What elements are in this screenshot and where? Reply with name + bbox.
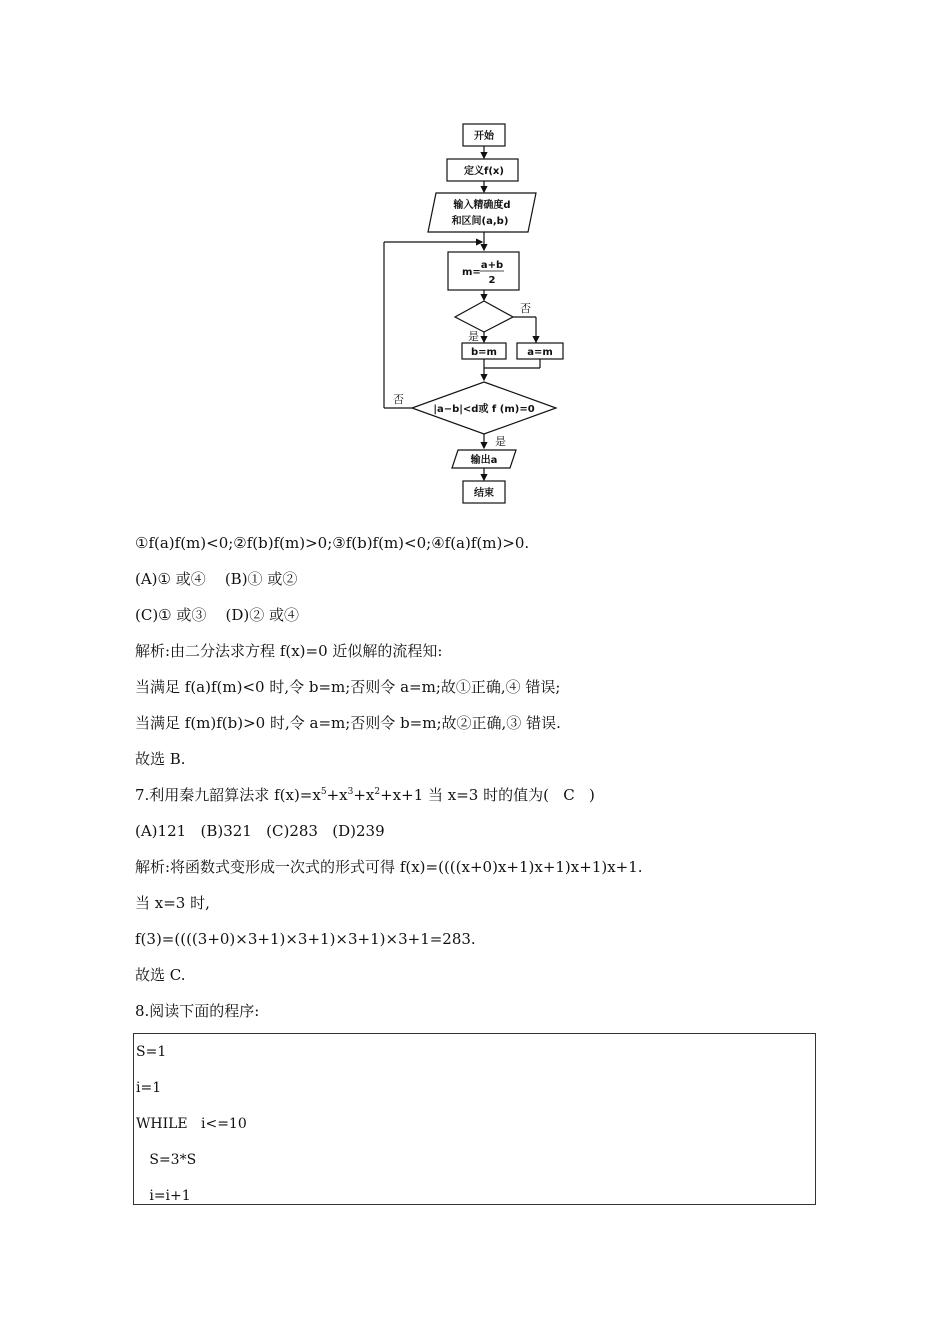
q7-when: 当 x=3 时, xyxy=(135,894,210,912)
input-label-2: 和区间(a,b) xyxy=(451,216,509,227)
q7-exponent-3: 2 xyxy=(374,787,381,797)
decision-1 xyxy=(455,301,513,332)
q7-calc: f(3)=((((3+0)×3+1)×3+1)×3+1)×3+1=283. xyxy=(135,930,476,948)
q7-prefix: 7.利用秦九韶算法求 f(x)=x xyxy=(135,786,321,804)
program-line: WHILE i<=10 xyxy=(136,1116,247,1132)
start-label: 开始 xyxy=(474,131,494,142)
program-line: S=3*S xyxy=(136,1152,197,1168)
assign-m-left: m= xyxy=(462,267,481,278)
flowchart-svg xyxy=(370,118,570,510)
no-label-2: 否 xyxy=(393,393,404,406)
assign-m-denominator: 2 xyxy=(488,275,496,286)
no-label-1: 否 xyxy=(520,302,531,315)
condition-label: |a−b|<d或 f (m)=0 xyxy=(433,404,535,415)
program-line: S=1 xyxy=(136,1044,167,1060)
define-label: 定义f(x) xyxy=(464,166,504,177)
conditions-line: ①f(a)f(m)<0;②f(b)f(m)>0;③f(b)f(m)<0;④f(a)f(m)>0. xyxy=(135,534,530,552)
answer-6: 故选 B. xyxy=(135,750,186,768)
answer-7: 故选 C. xyxy=(135,966,186,984)
question-8: 8.阅读下面的程序: xyxy=(135,1002,260,1020)
input-label-1: 输入精确度d xyxy=(453,200,511,211)
analysis-line-1: 解析:由二分法求方程 f(x)=0 近似解的流程知: xyxy=(135,642,443,660)
q7-mid-1: +x xyxy=(326,786,348,804)
a-eq-m-label: a=m xyxy=(527,347,553,358)
program-line: i=i+1 xyxy=(136,1188,191,1204)
yes-label-2: 是 xyxy=(495,435,506,448)
q7-analysis: 解析:将函数式变形成一次式的形式可得 f(x)=((((x+0)x+1)x+1)x+1)x+1. xyxy=(135,858,643,876)
output-label: 输出a xyxy=(470,455,498,466)
q7-exponent-1: 5 xyxy=(320,787,327,797)
bisection-flowchart xyxy=(370,118,570,510)
b-eq-m-label: b=m xyxy=(471,347,497,358)
program-box xyxy=(133,1033,816,1205)
yes-label-1: 是 xyxy=(468,330,479,343)
question-7 xyxy=(135,785,595,805)
q7-mid-2: +x xyxy=(353,786,375,804)
q7-choices: (A)121 (B)321 (C)283 (D)239 xyxy=(135,822,385,840)
choices-ab: (A)① 或④ (B)① 或② xyxy=(135,570,298,588)
analysis-line-3: 当满足 f(m)f(b)>0 时,令 a=m;否则令 b=m;故②正确,③ 错误. xyxy=(135,714,561,732)
q7-exponent-2: 3 xyxy=(347,787,354,797)
analysis-line-2: 当满足 f(a)f(m)<0 时,令 b=m;否则令 a=m;故①正确,④ 错误; xyxy=(135,678,561,696)
program-line: i=1 xyxy=(136,1080,162,1096)
choices-cd: (C)① 或③ (D)② 或④ xyxy=(135,606,299,624)
assign-m-numerator: a+b xyxy=(480,260,504,271)
q7-suffix: +x+1 当 x=3 时的值为( C ) xyxy=(380,786,595,804)
end-label: 结束 xyxy=(474,488,494,499)
